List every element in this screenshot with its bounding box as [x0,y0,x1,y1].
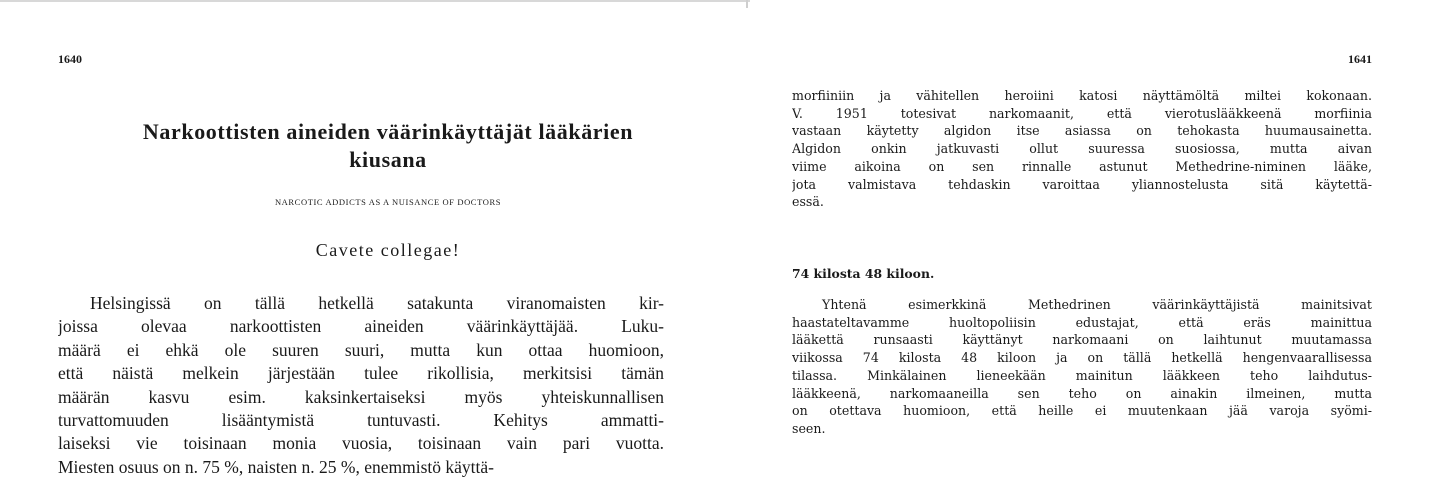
body-line: joissa olevaa narkoottisten aineiden väärinkäyttäjää. Luku- [58,316,664,337]
left-page [58,0,678,486]
left-body-paragraph [58,292,664,479]
body-line: morfiiniin ja vähitellen heroiini katosi näyttämöltä miltei kokonaan. [792,88,1372,103]
body-line: lääkettä runsaasti käyttänyt narkomaani on laihtunut muutamassa [792,332,1372,348]
article-title-line-1: Narkoottisten aineiden väärinkäyttäjät lääkärien [142,119,634,144]
body-line: turvattomuuden lisääntymistä tuntuvasti. Kehitys ammatti- [58,410,664,431]
body-line: jota valmistava tehdaskin varoittaa yliannostelusta sitä käytettä- [792,176,1372,192]
body-line: tilassa. Minkälainen lieneekään mainitun lääkkeen teho laihdutus- [792,367,1372,383]
body-line: V. 1951 totesivat narkomaanit, että vierotuslääkkeenä morfiinia [792,105,1372,121]
page-number-left: 1640 [58,52,82,66]
right-page [792,0,1372,486]
body-line: on otettava huomioon, että heille ei muutenkaan jää varoja syömi- [792,403,1372,419]
body-line: laiseksi vie toisinaan monia vuosia, toisinaan vain pari vuotta. [58,433,664,454]
article-subtitle: NARCOTIC ADDICTS AS A NUISANCE OF DOCTORS [274,197,502,207]
body-line: määrä ei ehkä ole suuren suuri, mutta kun ottaa huomioon, [58,339,664,360]
body-line: vastaan käytetty algidon itse asiassa on tehokasta huumausainetta. [792,123,1372,139]
right-paragraph-1 [792,87,1372,211]
article-title-line-2: kiusana [349,147,427,172]
body-line: määrän kasvu esim. kaksinkertaiseksi myös yhteiskunnallisen [58,386,664,407]
page-number-right: 1641 [1348,52,1372,66]
body-line: Yhtenä esimerkkinä Methedrinen väärinkäyttäjistä mainitsivat [822,297,1372,312]
body-line: että näistä melkein järjestään tulee rikollisia, merkitsisi tämän [58,363,664,384]
body-line: essä. [792,194,824,210]
article-title [58,118,678,174]
body-line: haastateltavamme huoltopoliisin edustajat, että eräs mainittua [792,314,1372,330]
gutter-mark [746,0,748,8]
section-heading: 74 kilosta 48 kiloon. [792,266,935,281]
body-line: seen. [792,420,826,436]
body-line: Helsingissä on tällä hetkellä satakunta viranomaisten kir- [90,293,664,313]
body-line: viikossa 74 kilosta 48 kiloon ja on tällä hetkellä hengenvaarallisessa [792,350,1372,366]
body-line: lääkkeenä, narkomaaneilla sen teho on ainakin ilmeinen, mutta [792,385,1372,401]
body-line: Algidon onkin jatkuvasti ollut suuressa suosiossa, mutta aivan [792,141,1372,157]
body-line: Miesten osuus on n. 75 %, naisten n. 25 %, enemmistö käyttä- [58,456,494,477]
body-line: viime aikoina on sen rinnalle astunut Methedrine-niminen lääke, [792,158,1372,174]
right-paragraph-2 [792,296,1372,438]
article-motto: Cavete collegae! [315,240,461,260]
